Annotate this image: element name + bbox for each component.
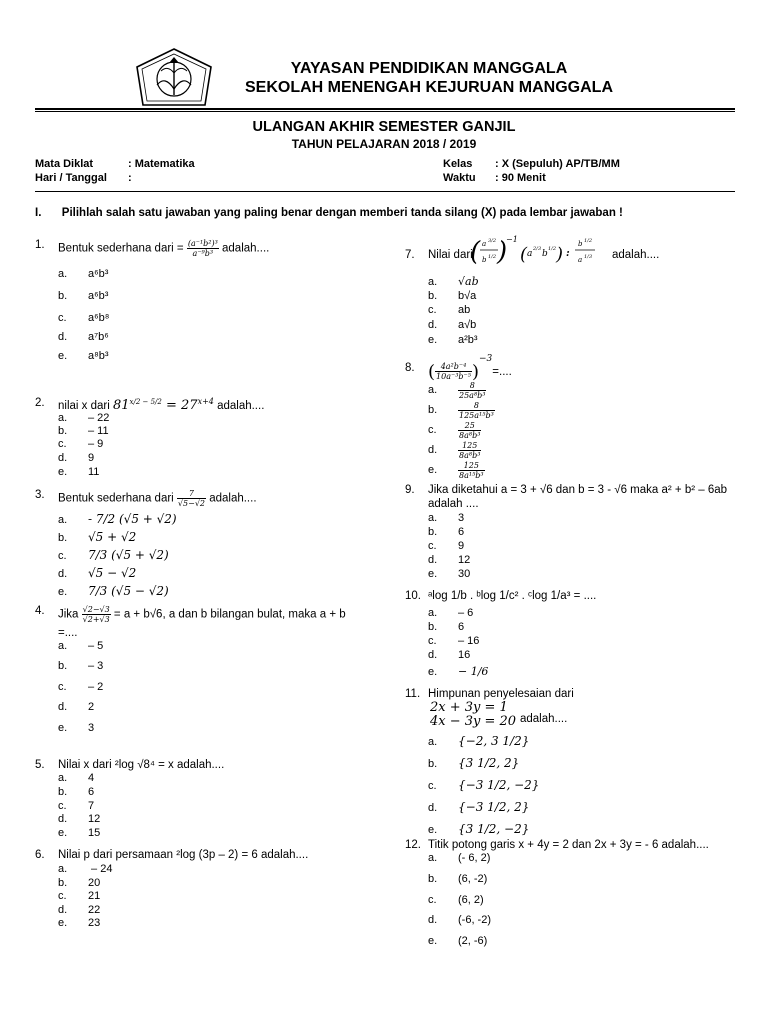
q11-equation-1: 2x + 3y = 1: [430, 700, 508, 715]
q11-option-d: d. {−3 1/2, 2}: [428, 800, 530, 814]
svg-text:2/3: 2/3: [533, 246, 542, 252]
question-7: 7. Nilai dari: [405, 249, 473, 261]
date-value: :: [128, 172, 132, 184]
q11-equation-2: 4x − 3y = 20: [430, 714, 517, 729]
q7-option-a: a. √ab: [428, 275, 479, 288]
foundation-name: YAYASAN PENDIDIKAN MANGGALA: [290, 60, 568, 77]
q4-option-c: c. – 2: [58, 681, 104, 693]
q12-option-a: a. (- 6, 2): [428, 852, 491, 864]
question-12: 12. Titik potong garis x + 4y = 2 dan 2x + 3y = - 6 adalah....: [405, 839, 709, 851]
q5-option-c: c. 7: [58, 800, 95, 812]
q9-option-b: b. 6: [428, 526, 465, 538]
q6-option-d: d. 22: [58, 904, 101, 916]
svg-text:a: a: [527, 249, 533, 259]
q7-option-c: c. ab: [428, 304, 471, 316]
time-label: Waktu: [443, 172, 476, 184]
svg-text:): ): [556, 244, 564, 265]
q4-continuation: =....: [58, 627, 78, 639]
q4-option-d: d. 2: [58, 701, 95, 713]
header-divider: [35, 108, 735, 110]
q6-option-e: e. 23: [58, 917, 101, 929]
q1-option-d: d. a⁷b⁶: [58, 331, 109, 343]
svg-text:b: b: [578, 240, 583, 248]
q2-option-e: e. 11: [58, 466, 100, 478]
q12-option-d: d. (-6, -2): [428, 914, 491, 926]
question-3: 3. Bentuk sederhana dari $\frac{7}{√5-√2}$ adalah....: [35, 489, 257, 508]
q8-option-d: d. $\frac{125}{\text{8a⁸b³}}$: [428, 441, 481, 460]
instruction: [35, 207, 623, 219]
q7-option-b: b. b√a: [428, 290, 477, 302]
q6-option-b: b. 20: [58, 877, 101, 889]
instruction-text: Pilihlah salah satu jawaban yang paling benar dengan memberi tanda silang (X) pada lembar jawaban !: [61, 207, 623, 219]
q5-option-d: d. 12: [58, 813, 101, 825]
svg-text:(: (: [520, 244, 528, 265]
svg-text:b: b: [542, 249, 548, 259]
svg-text:b: b: [482, 256, 487, 264]
svg-text:a: a: [482, 240, 487, 248]
q11-option-c: c. {−3 1/2, −2}: [428, 778, 540, 792]
q12-option-e: e. (2, -6): [428, 935, 488, 947]
date-label: Hari / Tanggal: [35, 172, 107, 184]
q3-option-c: c. 7/3 (√5 + √2): [58, 548, 169, 562]
question-9: 9. Jika diketahui a = 3 + √6 dan b = 3 - √6 maka a² + b² – 6ab: [405, 484, 728, 496]
svg-text:1/3: 1/3: [584, 254, 593, 260]
q3-option-d: d. √5 − √2: [58, 566, 137, 580]
q8-option-c: c. $\frac{25}{\text{8a⁸b³}}$: [428, 421, 481, 440]
q3-option-e: e. 7/3 (√5 − √2): [58, 584, 169, 598]
svg-text:3/2: 3/2: [488, 238, 497, 244]
q4-option-b: b. – 3: [58, 660, 104, 672]
q12-option-b: b. (6, -2): [428, 873, 488, 885]
q8-fraction: $\frac{\text{4a²b⁻⁴}}{\text{10a⁻³b⁻⁵}}$: [436, 362, 471, 382]
question-5: 5. Nilai x dari ²log √8⁴ = x adalah....: [35, 759, 225, 771]
q10-option-d: d. 16: [428, 649, 471, 661]
q4-option-a: a. – 5: [58, 640, 104, 652]
q2-option-b: b. – 11: [58, 425, 109, 437]
q10-option-b: b. 6: [428, 621, 465, 633]
q2-option-c: c. – 9: [58, 438, 104, 450]
q1-option-e: e. a⁸b³: [58, 350, 109, 362]
q1-fraction: $\frac{\text{(a⁻¹b²)³}}{\text{a⁻⁹b³}}$: [187, 239, 218, 258]
q3-option-a: a. - 7/2 (√5 + √2): [58, 512, 177, 526]
q5-option-e: e. 15: [58, 827, 101, 839]
q9-option-d: d. 12: [428, 554, 471, 566]
q1-option-c: c. a⁶b⁸: [58, 312, 110, 324]
q11-option-e: e. {3 1/2, −2}: [428, 822, 530, 836]
q8-option-e: e. $\frac{125}{\text{8a¹⁵b³}}$: [428, 461, 484, 480]
q7-expression: [470, 232, 610, 272]
svg-text:a: a: [578, 256, 583, 264]
question-8: 8. ( $\frac{\text{4a²b⁻⁴}}{\text{10a⁻³b⁻⁵}}$ )$^{-3}$=....: [405, 354, 512, 383]
q10-option-e: e. − 1/6: [428, 665, 489, 678]
question-2: 2. nilai x dari $81^{x/2 - 5/2} = 27^{x+4}$ adalah....: [35, 397, 265, 413]
q10-option-c: c. – 16: [428, 635, 480, 647]
q8-option-b: b. $\frac{8}{\text{125a¹⁵b³}}$: [428, 401, 494, 420]
svg-text:(: (: [470, 237, 481, 267]
exam-title: ULANGAN AKHIR SEMESTER GANJIL: [252, 119, 516, 135]
q1-option-a: a. a⁶b³: [58, 268, 109, 280]
subject-label: Mata Diklat: [35, 158, 94, 170]
question-10: 10. ᵃlog 1/b . ᵇlog 1/c² . ᶜlog 1/a³ = ....: [405, 590, 597, 602]
q6-option-a: a. – 24: [58, 863, 113, 875]
q9-continuation: adalah ....: [428, 498, 479, 510]
question-6: 6. Nilai p dari persamaan ²log (3p – 2) = 6 adalah....: [35, 849, 309, 861]
school-name: SEKOLAH MENENGAH KEJURUAN MANGGALA: [244, 79, 613, 96]
q9-option-e: e. 30: [428, 568, 471, 580]
q5-option-a: a. 4: [58, 772, 95, 784]
exam-year: TAHUN PELAJARAN 2018 / 2019: [291, 137, 477, 151]
q10-option-a: a. – 6: [428, 607, 474, 619]
time-value: : 90 Menit: [495, 172, 546, 184]
svg-text:): ): [497, 237, 508, 267]
class-label: Kelas: [443, 158, 473, 170]
q9-option-a: a. 3: [428, 512, 465, 524]
instruction-number: I.: [35, 207, 42, 219]
q6-option-c: c. 21: [58, 890, 101, 902]
q4-option-e: e. 3: [58, 722, 95, 734]
subject-value: : Matematika: [128, 158, 195, 170]
q5-option-b: b. 6: [58, 786, 95, 798]
q7-option-d: d. a√b: [428, 319, 477, 331]
question-1: 1. Bentuk sederhana dari = $\frac{\text{(a⁻¹b²)³}}{\text{a⁻⁹b³}}$ adalah....: [35, 239, 270, 258]
svg-text:1/2: 1/2: [488, 254, 497, 260]
header-divider-thin: [35, 111, 735, 112]
q1-option-b: b. a⁶b³: [58, 290, 109, 302]
question-4: 4. Jika $\frac{√2-√3}{√2+√3}$ = a + b√6, a dan b bilangan bulat, maka a + b: [35, 605, 346, 624]
svg-text:−1: −1: [506, 235, 518, 244]
q7-suffix: adalah....: [612, 249, 660, 261]
q3-fraction: $\frac{7}{√5-√2}$: [177, 489, 205, 508]
q8-option-a: a. $\frac{8}{\text{25a⁸b³}}$: [428, 381, 486, 400]
meta-divider: [35, 191, 735, 192]
q11-option-b: b. {3 1/2, 2}: [428, 756, 520, 770]
q2-option-a: a. – 22: [58, 412, 110, 424]
q12-option-c: c. (6, 2): [428, 894, 484, 906]
q7-option-e: e. a²b³: [428, 334, 478, 346]
svg-text:1/2: 1/2: [548, 246, 557, 252]
question-11: 11. Himpunan penyelesaian dari: [405, 688, 574, 700]
svg-text:1/2: 1/2: [584, 238, 593, 244]
q3-option-b: b. √5 + √2: [58, 530, 137, 544]
q2-option-d: d. 9: [58, 452, 95, 464]
q4-fraction: $\frac{√2-√3}{√2+√3}$: [82, 605, 110, 624]
svg-text::: :: [566, 248, 570, 259]
q9-option-c: c. 9: [428, 540, 465, 552]
q11-option-a: a. {−2, 3 1/2}: [428, 734, 530, 748]
class-value: : X (Sepuluh) AP/TB/MM: [495, 158, 620, 170]
q11-suffix: adalah....: [520, 713, 568, 725]
